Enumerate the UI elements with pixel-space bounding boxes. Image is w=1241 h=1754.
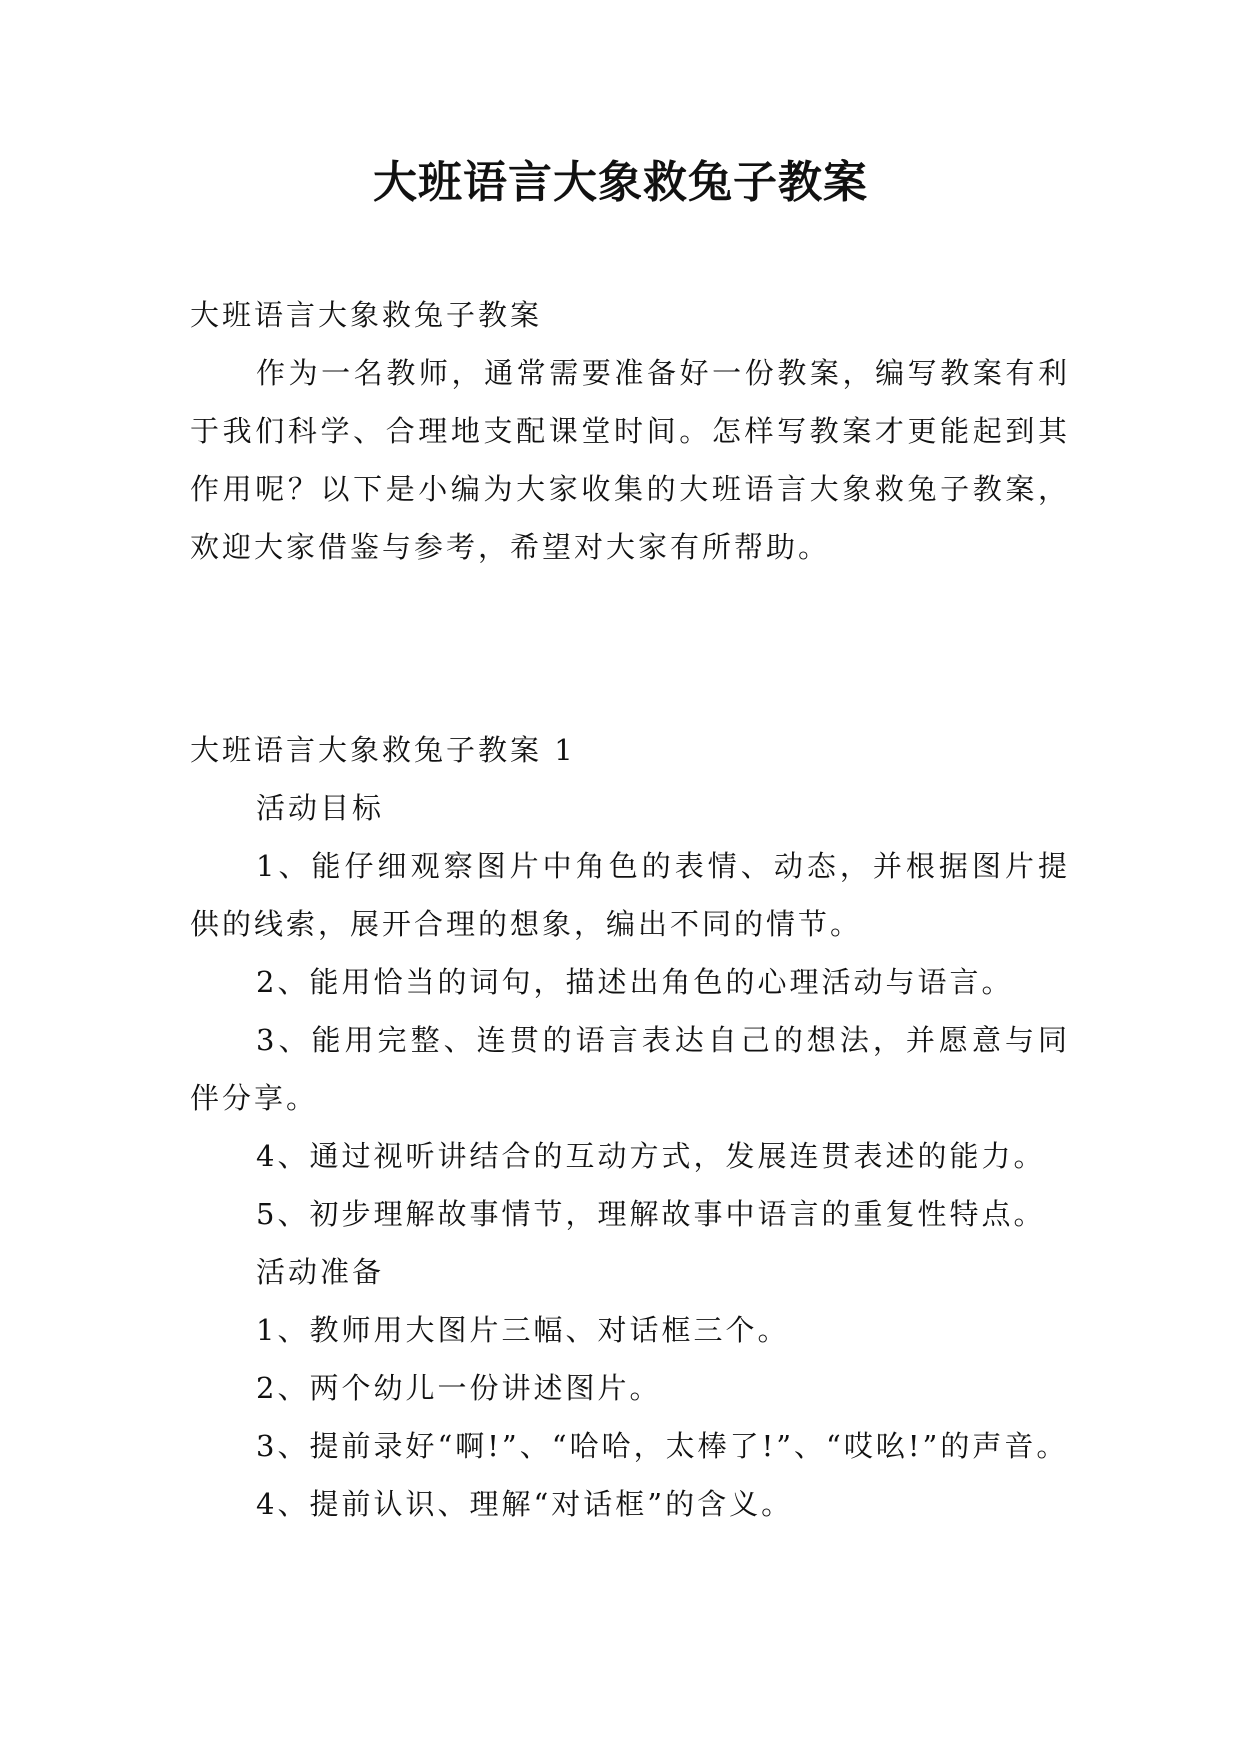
prep-item: 4、提前认识、理解“对话框”的含义。 [256,1487,794,1521]
document-body [190,286,1070,1533]
goal-item: 5、初步理解故事情节，理解故事中语言的重复性特点。 [256,1197,1046,1231]
prep-heading: 活动准备 [256,1255,385,1289]
document-title: 大班语言大象救兔子教案 [373,157,868,208]
goal-item: 2、能用恰当的词句，描述出角色的心理活动与语言。 [256,965,1014,999]
goals-heading: 活动目标 [256,791,385,825]
goal-item: 4、通过视听讲结合的互动方式，发展连贯表述的能力。 [256,1139,1046,1173]
prep-item: 3、提前录好“啊!”、“哈哈，太棒了!”、“哎吆!”的声音。 [256,1429,1069,1463]
section-gap [190,576,1070,721]
intro-paragraph: 作为一名教师，通常需要准备好一份教案，编写教案有利于我们科学、合理地支配课堂时间。怎样写教案才更能起到其作用呢？以下是小编为大家收集的大班语言大象救兔子教案，欢迎大家借鉴与参考，希望对大家有所帮助。 [190,356,1070,564]
goal-item: 3、能用完整、连贯的语言表达自己的想法，并愿意与同伴分享。 [190,1023,1070,1115]
intro-heading: 大班语言大象救兔子教案 [190,298,543,332]
prep-item: 2、两个幼儿一份讲述图片。 [256,1371,662,1405]
goal-item: 1、能仔细观察图片中角色的表情、动态，并根据图片提供的线索，展开合理的想象，编出不同的情节。 [190,849,1070,941]
prep-item: 1、教师用大图片三幅、对话框三个。 [256,1313,790,1347]
section-heading: 大班语言大象救兔子教案 1 [190,733,576,767]
